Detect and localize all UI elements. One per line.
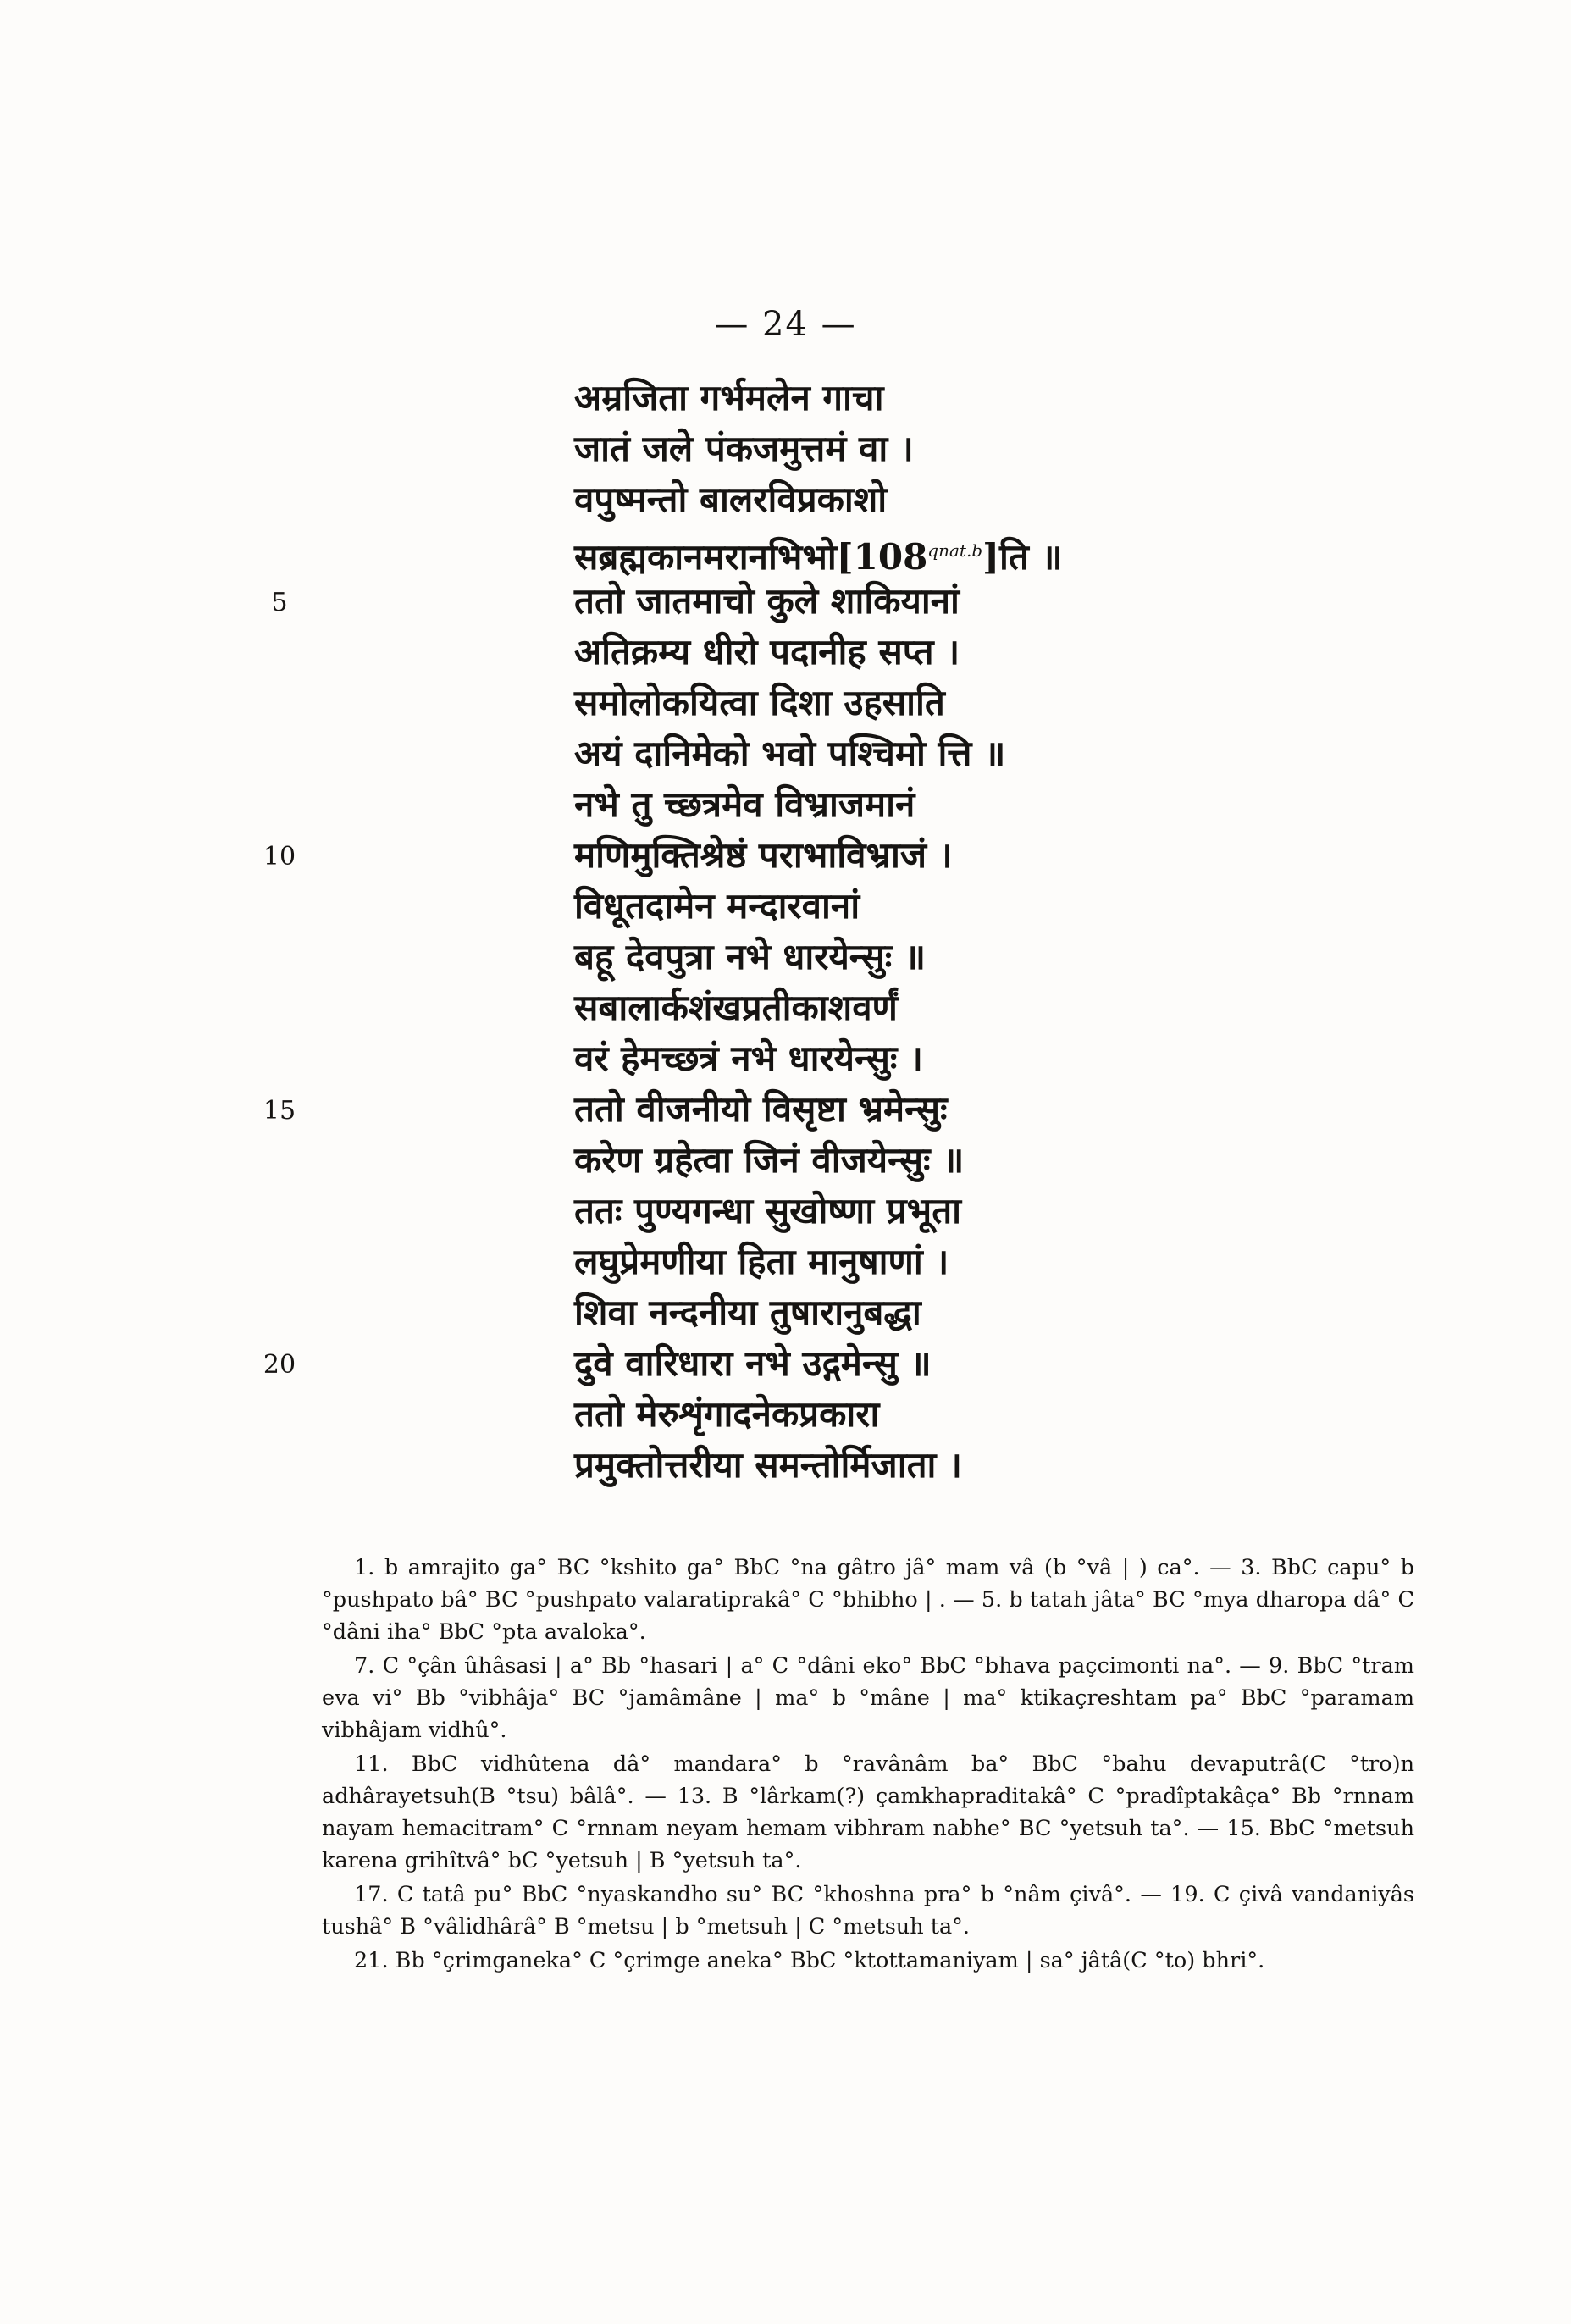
footnote: 7. C °çân ûhâsasi | a° Bb °hasari | a° C °dâni eko° BbC °bhava paçcimonti na°. — 9. BbC °tram eva vi° Bb °vibhâja° BC °jamâmâne | ma° b °mâne | ma° ktikaçreshtam pa° BbC °paramam vibhâjam vidhû°.: [322, 1653, 1414, 1743]
verse-line: नभे तु च्छत्रमेव विभ्राजमानं: [574, 783, 915, 825]
verse-line: वपुष्मन्तो बालरविप्रकाशो: [574, 479, 888, 520]
line-number: 15: [263, 1096, 296, 1126]
verse-line: शिवा नन्दनीया तुषारानुबद्धा: [574, 1292, 921, 1333]
verse-line: बहू देवपुत्रा नभे धारयेन्सुः ॥: [574, 936, 926, 977]
verse-line: सबालार्कशंखप्रतीकाशवर्णं: [574, 987, 898, 1028]
verse-block: [574, 373, 1506, 1491]
verse-line: ततो वीजनीयो विसृष्टा भ्रमेन्सुः: [574, 1088, 948, 1130]
line-number: 5: [271, 588, 288, 617]
footnote: 11. BbC vidhûtena dâ° mandara° b °ravânâm ba° BbC °bahu devaputrâ(C °tro)n adhârayetsuh(B °tsu) bâlâ°. — 13. B °lârkam(?) çamkhapraditakâ° C °pradîptakâça° Bb °rnnam nayam hemacitram° C °rnnam neyam hemam vibhram nabhe° BC °yetsuh ta°. — 15. BbC °metsuh karena grihîtvâ° bC °yetsuh | B °yetsuh ta°.: [322, 1751, 1414, 1873]
line-number: 20: [263, 1350, 296, 1380]
line-number: 10: [263, 842, 296, 872]
footnote: 1. b amrajito ga° BC °kshito ga° BbC °na gâtro jâ° mam vâ (b °vâ | ) ca°. — 3. BbC capu° b °pushpato bâ° BC °pushpato valaratiprakâ° C °bhibho | . — 5. b tatah jâta° BC °mya dharopa dâ° C °dâni iha° BbC °pta avaloka°.: [322, 1555, 1414, 1645]
verse-line: अम्रजिता गर्भमलेन गाचा: [574, 377, 884, 418]
verse-line: अतिक्रम्य धीरो पदानीह सप्त ।: [574, 631, 960, 672]
verse-line: वरं हेमच्छत्रं नभे धारयेन्सुः ।: [574, 1038, 923, 1079]
verse-line: समोलोकयित्वा दिशा उहसाति: [574, 682, 945, 723]
verse-line: लघुप्रेमणीया हिता मानुषाणां ।: [574, 1241, 949, 1282]
verse-line: ततः पुण्यगन्धा सुखोष्णा प्रभूता: [574, 1190, 962, 1231]
verse-line: $सब्रह्मकानमरानभिभो[108^{qnat.b}]ति$ ॥: [574, 536, 1063, 578]
verse-line: मणिमुक्तिश्रेष्ठं पराभाविभ्राजं ।: [574, 834, 953, 876]
verse-line: ततो मेरुशृंगादनेकप्रकारा: [574, 1393, 880, 1435]
verse-line: ततो जातमाचो कुले शाकियानां: [574, 580, 960, 622]
verse-line: दुवे वारिधारा नभे उद्गमेन्सु ॥: [574, 1342, 932, 1384]
verse-line: जातं जले पंकजमुत्तमं वा ।: [574, 428, 914, 469]
footnote: 17. C tatâ pu° BbC °nyaskandho su° BC °khoshna pra° b °nâm çivâ°. — 19. C çivâ vandaniyâs tushâ° B °vâlidhârâ° B °metsu | b °metsuh | C °metsuh ta°.: [322, 1882, 1414, 1939]
page-number: — 24 —: [714, 305, 857, 344]
verse-line: विधूतदामेन मन्दारवानां: [574, 885, 860, 927]
verse-line: प्रमुक्तोत्तरीया समन्तोर्मिजाता ।: [574, 1444, 962, 1486]
footnote: 21. Bb °çrimganeka° C °çrimge aneka° BbC °ktottamaniyam | sa° jâtâ(C °to) bhri°.: [354, 1948, 1265, 1973]
footnotes: [322, 1552, 1414, 1978]
verse-line: करेण ग्रहेत्वा जिनं वीजयेन्सुः ॥: [574, 1139, 965, 1181]
verse-line: अयं दानिमेको भवो पश्चिमो त्ति ॥: [574, 733, 1006, 774]
